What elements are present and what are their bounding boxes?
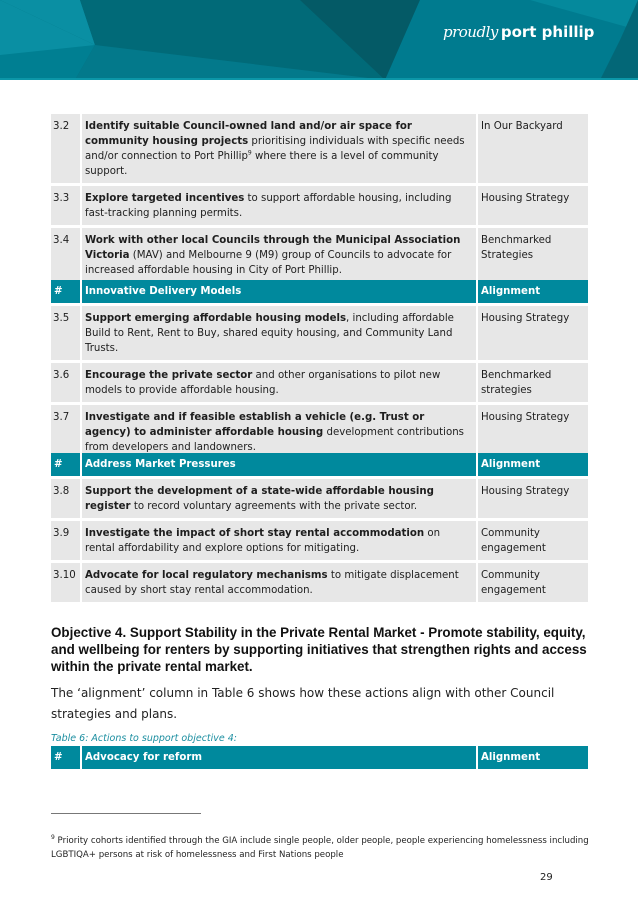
action-text: development contributions from developers and landowners. — [85, 427, 464, 453]
row-action — [81, 185, 477, 227]
logo-bold: port phillip — [500, 23, 595, 41]
table-header-row — [51, 280, 588, 305]
row-action — [81, 404, 477, 461]
footnote-marker: 9 — [51, 834, 55, 842]
row-alignment: Community engagement — [477, 562, 588, 604]
logo-script: proudly — [443, 23, 498, 41]
market-pressures-table — [51, 453, 588, 605]
row-number: 3.4 — [51, 227, 81, 284]
action-text: to mitigate displacement caused by short stay rental accommodation. — [85, 570, 459, 596]
table-header-row — [51, 746, 588, 771]
table-row — [51, 185, 588, 227]
action-bold: Explore targeted incentives — [85, 193, 245, 204]
footnote-divider — [51, 813, 201, 814]
actions-table-continued — [51, 114, 588, 285]
row-alignment: Housing Strategy — [477, 185, 588, 227]
action-text: on rental affordability and explore options for mitigating. — [85, 528, 441, 554]
intro-paragraph: The ‘alignment’ column in Table 6 shows how these actions align with other Council strategies and plans. — [51, 686, 555, 721]
table-row — [51, 305, 588, 362]
header-title: Address Market Pressures — [81, 453, 477, 478]
table-row — [51, 562, 588, 604]
action-bold: Support emerging affordable housing models — [85, 313, 347, 324]
row-action — [81, 562, 477, 604]
row-action — [81, 305, 477, 362]
header-num: # — [51, 453, 81, 478]
footnote-text: Priority cohorts identified through the GIA include single people, older people, people experiencing homelessness including LGBTIQA+ persons at risk of homelessness and First Nations people — [51, 836, 589, 860]
row-alignment: In Our Backyard — [477, 114, 588, 185]
action-text: and other organisations to pilot new models to provide affordable housing. — [85, 370, 441, 396]
table-caption: Table 6: Actions to support objective 4: — [51, 733, 238, 744]
action-text: to record voluntary agreements with the private sector. — [130, 501, 418, 512]
delivery-models-table — [51, 280, 588, 462]
action-text: prioritising individuals with specific needs and/or connection to Port Phillip — [85, 136, 465, 162]
action-bold: Advocate for local regulatory mechanisms — [85, 570, 328, 581]
row-action — [81, 227, 477, 284]
table-row — [51, 404, 588, 461]
logo — [443, 22, 594, 41]
row-alignment: Community engagement — [477, 520, 588, 562]
header-title: Advocacy for reform — [81, 746, 477, 771]
row-alignment: Housing Strategy — [477, 305, 588, 362]
action-bold: Support the development of a state-wide affordable housing register — [85, 486, 434, 512]
header-num: # — [51, 280, 81, 305]
row-number: 3.7 — [51, 404, 81, 461]
table-row — [51, 227, 588, 284]
table-header-row — [51, 453, 588, 478]
row-alignment: Housing Strategy — [477, 478, 588, 520]
page-number: 29 — [540, 872, 553, 883]
action-bold: Encourage the private sector — [85, 370, 253, 381]
row-number: 3.8 — [51, 478, 81, 520]
header-banner — [0, 0, 638, 80]
action-text: , including affordable Build to Rent, Rent to Buy, shared equity housing, and Community Land Trusts. — [85, 313, 454, 354]
action-text: where there is a level of community support. — [85, 151, 439, 177]
row-action — [81, 478, 477, 520]
action-text: (MAV) and Melbourne 9 (M9) group of Councils to advocate for increased affordable housing in City of Port Phillip. — [85, 250, 452, 276]
action-bold: Investigate the impact of short stay rental accommodation — [85, 528, 425, 539]
row-alignment: Benchmarked strategies — [477, 362, 588, 404]
table-row — [51, 362, 588, 404]
table-row — [51, 520, 588, 562]
row-action — [81, 362, 477, 404]
footnote — [51, 834, 591, 862]
row-number: 3.6 — [51, 362, 81, 404]
table-row — [51, 114, 588, 185]
row-alignment: Housing Strategy — [477, 404, 588, 461]
action-text: to support affordable housing, including fast-tracking planning permits. — [85, 193, 452, 219]
table-row — [51, 478, 588, 520]
header-title: Innovative Delivery Models — [81, 280, 477, 305]
footnote-ref[interactable]: 9 — [247, 149, 252, 157]
action-bold: Identify suitable Council-owned land and/or air space for community housing projects — [85, 121, 412, 147]
row-number: 3.2 — [51, 114, 81, 185]
row-alignment: Benchmarked Strategies — [477, 227, 588, 284]
row-number: 3.9 — [51, 520, 81, 562]
action-bold: Investigate and if feasible establish a vehicle (e.g. Trust or agency) to administer affordable housing — [85, 412, 425, 438]
advocacy-reform-table — [51, 746, 588, 772]
row-number: 3.5 — [51, 305, 81, 362]
row-action — [81, 520, 477, 562]
row-number: 3.3 — [51, 185, 81, 227]
header-alignment: Alignment — [477, 746, 588, 771]
row-action — [81, 114, 477, 185]
header-num: # — [51, 746, 81, 771]
header-alignment: Alignment — [477, 453, 588, 478]
row-number: 3.10 — [51, 562, 81, 604]
objective-heading: Objective 4. Support Stability in the Private Rental Market - Promote stability, equity, and wellbeing for renters by supporting initiatives that strengthen rights and access within the private rental market. — [51, 625, 587, 674]
header-alignment: Alignment — [477, 280, 588, 305]
action-bold: Work with other local Councils through the Municipal Association Victoria — [85, 235, 461, 261]
